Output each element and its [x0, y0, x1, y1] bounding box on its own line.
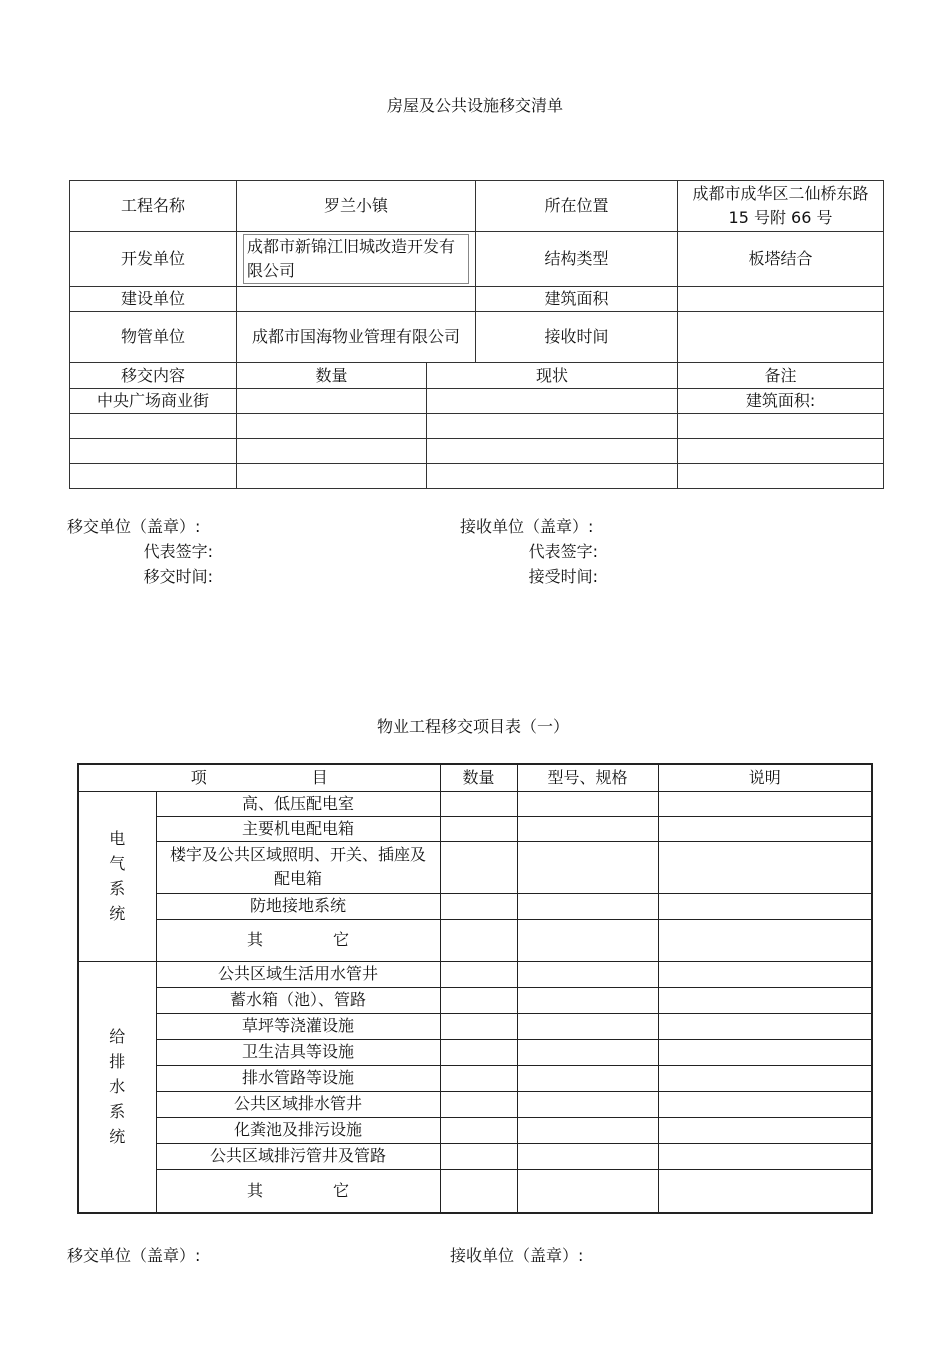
cell-status: [427, 389, 678, 414]
item-label: 草坪等浇灌设施: [156, 1013, 440, 1039]
table-row: [70, 414, 884, 439]
cell-content: 中央广场商业街: [70, 389, 237, 414]
label-project-name: 工程名称: [70, 181, 237, 232]
value-location: 成都市成华区二仙桥东路 15 号附 66 号: [678, 181, 884, 232]
group-water: 给 排 水 系 统: [78, 961, 156, 1213]
item-label: 高、低压配电室: [156, 791, 440, 816]
recv-unit-label: 接收单位（盖章）:: [460, 517, 594, 536]
table-row: [78, 1117, 872, 1143]
header-note: 备注: [678, 363, 884, 389]
item-label: 排水管路等设施: [156, 1065, 440, 1091]
item-label: 公共区域排污管井及管路: [156, 1143, 440, 1169]
item-label: 蓄水箱（池）、管路: [156, 987, 440, 1013]
table-row: [70, 439, 884, 464]
label-receive-time: 接收时间: [476, 312, 678, 363]
table-row: [78, 816, 872, 841]
header-qty: 数量: [440, 764, 517, 791]
table-row: [78, 893, 872, 919]
doc1-title: 房屋及公共设施移交清单: [386, 96, 563, 115]
recv-rep-label: 代表签字:: [528, 542, 598, 561]
header-desc: 说明: [658, 764, 872, 791]
item-label: 化粪池及排污设施: [156, 1117, 440, 1143]
group-electrical: 电 气 系 统: [78, 791, 156, 961]
item-label: 卫生洁具等设施: [156, 1039, 440, 1065]
header-item: 项 目: [78, 764, 440, 791]
header-content: 移交内容: [70, 363, 237, 389]
value-developer: 成都市新锦江旧城改造开发有限公司: [243, 234, 469, 284]
table-row: [78, 1091, 872, 1117]
item-other: 其 它: [156, 919, 440, 961]
engineering-items-table: [77, 763, 873, 1214]
header-status: 现状: [427, 363, 678, 389]
table-row: [78, 1039, 872, 1065]
doc2-title: 物业工程移交项目表（一）: [376, 717, 569, 736]
item-label: 楼宇及公共区域照明、开关、插座及配电箱: [156, 841, 440, 893]
value-floor-area: [678, 287, 884, 312]
table-row: [78, 919, 872, 961]
table-row: [78, 961, 872, 987]
value-property-mgr: 成都市国海物业管理有限公司: [237, 312, 476, 363]
label-location: 所在位置: [476, 181, 678, 232]
label-builder: 建设单位: [70, 287, 237, 312]
handover-table: [69, 180, 884, 489]
item-label: 防地接地系统: [156, 893, 440, 919]
table-row: [70, 464, 884, 489]
doc2-recv-unit-label: 接收单位（盖章）:: [450, 1246, 584, 1265]
hand-unit-label: 移交单位（盖章）:: [67, 517, 201, 536]
table-row: [78, 1143, 872, 1169]
hand-rep-label: 代表签字:: [143, 542, 213, 561]
value-receive-time: [678, 312, 884, 363]
table-row: [78, 1013, 872, 1039]
label-structure: 结构类型: [476, 232, 678, 287]
label-floor-area: 建筑面积: [476, 287, 678, 312]
cell-note: 建筑面积:: [678, 389, 884, 414]
table-row: [78, 987, 872, 1013]
value-builder: [237, 287, 476, 312]
value-structure: 板塔结合: [678, 232, 884, 287]
label-property-mgr: 物管单位: [70, 312, 237, 363]
recv-time-label: 接受时间:: [528, 567, 598, 586]
value-project-name: 罗兰小镇: [237, 181, 476, 232]
label-developer: 开发单位: [70, 232, 237, 287]
item-label: 主要机电配电箱: [156, 816, 440, 841]
table-row: [78, 841, 872, 893]
item-other: 其 它: [156, 1169, 440, 1213]
doc2-hand-unit-label: 移交单位（盖章）:: [67, 1246, 201, 1265]
item-label: 公共区域生活用水管井: [156, 961, 440, 987]
table-row: [78, 1169, 872, 1213]
item-label: 公共区域排水管井: [156, 1091, 440, 1117]
hand-time-label: 移交时间:: [143, 567, 213, 586]
header-qty: 数量: [237, 363, 427, 389]
cell-qty: [237, 389, 427, 414]
header-model: 型号、规格: [517, 764, 658, 791]
table-row: [78, 1065, 872, 1091]
table-row: [70, 389, 884, 414]
table-row: [78, 791, 872, 816]
